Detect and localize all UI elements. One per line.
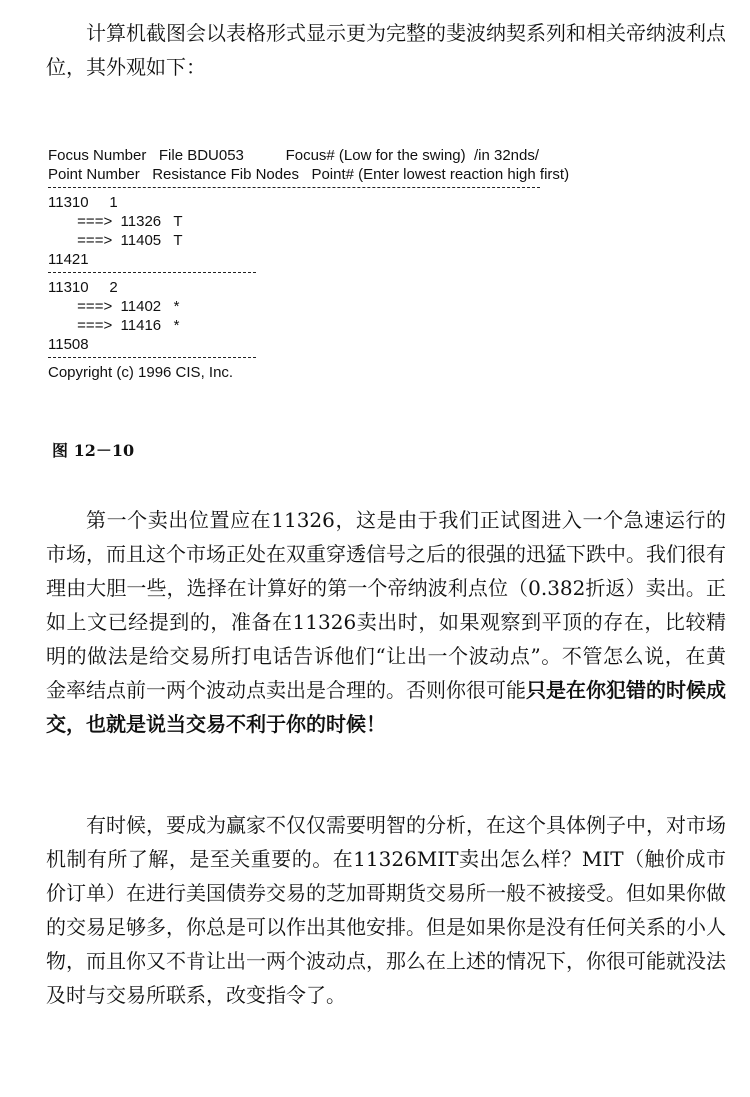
figure-caption: 图 12－10: [52, 441, 135, 460]
screen-header-2: Point Number Resistance Fib Nodes Point# (Enter lowest reaction high first): [48, 166, 570, 183]
block1-node-2: ===> 11405 T: [48, 232, 183, 249]
body-paragraph-2: [46, 503, 726, 741]
screen-header-1: Focus Number File BDU053 Focus# (Low for the swing) /in 32nds/: [48, 147, 540, 164]
screen-divider: [48, 269, 688, 278]
intro-paragraph: 计算机截图会以表格形式显示更为完整的斐波纳契系列和相关帝纳波利点位，其外观如下：: [46, 21, 726, 79]
block1-node-1: ===> 11326 T: [48, 213, 183, 230]
block2-point: 11508: [48, 336, 89, 353]
block1-focus: 11310 1: [48, 194, 118, 211]
screen-divider: [48, 184, 688, 193]
screen-divider: [48, 354, 688, 363]
block2-node-2: ===> 11416 *: [48, 317, 180, 334]
para2-bold-text: 只是在你犯错的时候成交，也就是说当交易不利于你的时候！: [46, 678, 726, 736]
fib-screen-table: [48, 146, 688, 382]
block2-focus: 11310 2: [48, 279, 118, 296]
block2-node-1: ===> 11402 *: [48, 298, 180, 315]
body-paragraph-3: 有时候，要成为赢家不仅仅需要明智的分析，在这个具体例子中，对市场机制有所了解，是至关重要的。在11326MIT卖出怎么样？MIT（触价成市价订单）在进行美国债券交易的芝加哥期货交易所一般不被接受。但如果你做的交易足够多，你总是可以作出其他安排。但是如果你是没有任何关系的小人物，而且你又不肯让出一两个波动点，那么在上述的情况下，你很可能就没法及时与交易所联系，改变指令了。: [46, 813, 726, 1007]
para2-text: 第一个卖出位置应在11326，这是由于我们正试图进入一个急速运行的市场，而且这个市场正处在双重穿透信号之后的很强的迅猛下跌中。我们很有理由大胆一些，选择在计算好的第一个帝纳波利点位（0.382折返）卖出。正如上文已经提到的，准备在11326卖出时，如果观察到平顶的存在，比较精明的做法是给交易所打电话告诉他们“让出一个波动点”。不管怎么说，在黄金率结点前一两个波动点卖出是合理的。否则你很可能: [46, 508, 726, 702]
screen-copyright: Copyright (c) 1996 CIS, Inc.: [48, 364, 234, 381]
block1-point: 11421: [48, 251, 89, 268]
